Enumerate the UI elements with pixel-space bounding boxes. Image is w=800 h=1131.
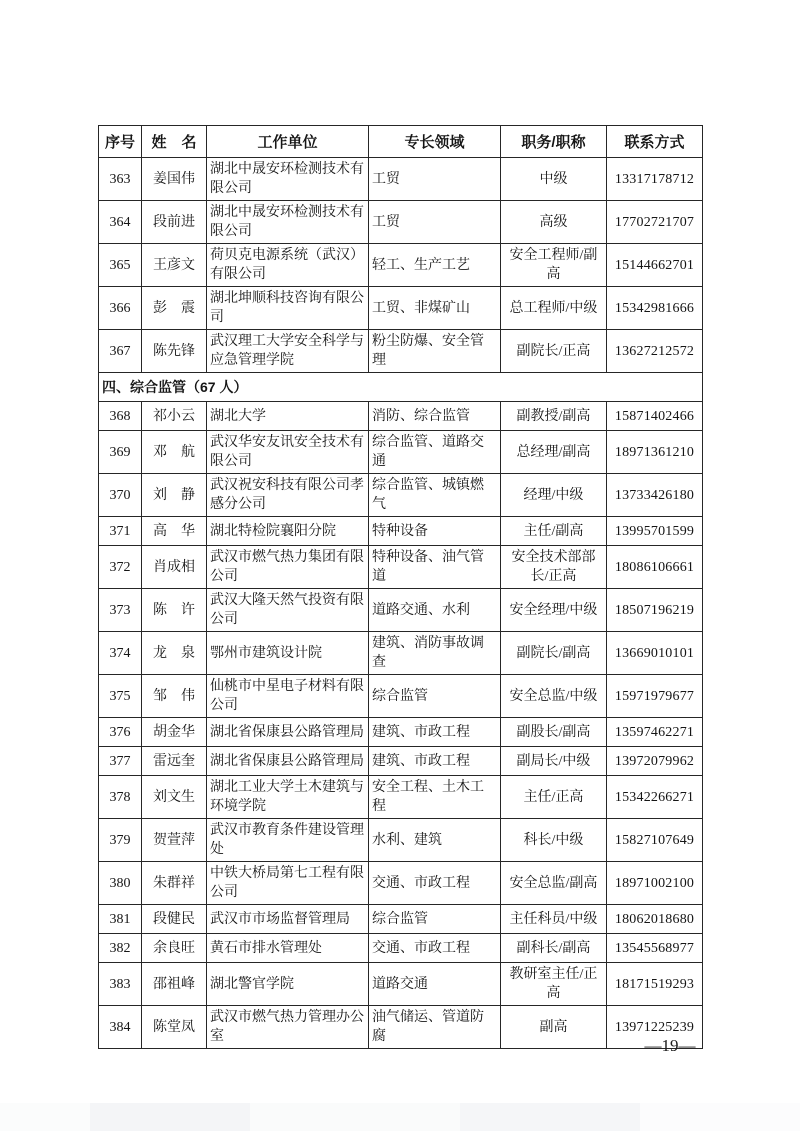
table-row [99,934,703,963]
cell-phone: 18971002100 [607,862,703,905]
cell-unit: 湖北省保康县公路管理局 [207,718,369,747]
cell-unit: 湖北坤顺科技咨询有限公司 [207,287,369,330]
cell-name: 刘 静 [142,474,207,517]
table-row [99,589,703,632]
cell-title: 副院长/副高 [501,632,607,675]
cell-no: 380 [99,862,142,905]
experts-table [98,125,703,1049]
cell-title: 安全技术部部长/正高 [501,546,607,589]
cell-no: 368 [99,402,142,431]
scan-artifact-block [250,1103,460,1131]
table-row [99,402,703,431]
table-row [99,201,703,244]
cell-name: 龙 泉 [142,632,207,675]
table-row [99,819,703,862]
cell-unit: 武汉祝安科技有限公司孝感分公司 [207,474,369,517]
cell-unit: 武汉市燃气热力集团有限公司 [207,546,369,589]
cell-title: 经理/中级 [501,474,607,517]
cell-unit: 武汉理工大学安全科学与应急管理学院 [207,330,369,373]
cell-no: 369 [99,431,142,474]
scan-artifact-block [90,1103,250,1131]
column-header-phone: 联系方式 [607,126,703,158]
cell-no: 375 [99,675,142,718]
table-row [99,862,703,905]
cell-name: 彭 震 [142,287,207,330]
cell-unit: 湖北工业大学土木建筑与环境学院 [207,776,369,819]
cell-name: 胡金华 [142,718,207,747]
table-row [99,546,703,589]
cell-phone: 13627212572 [607,330,703,373]
column-header-title: 职务/职称 [501,126,607,158]
cell-name: 陈先锋 [142,330,207,373]
cell-name: 段前进 [142,201,207,244]
cell-no: 379 [99,819,142,862]
cell-field: 水利、建筑 [369,819,501,862]
cell-name: 刘文生 [142,776,207,819]
section-row [99,373,703,402]
cell-unit: 湖北警官学院 [207,963,369,1006]
cell-no: 363 [99,158,142,201]
cell-unit: 湖北省保康县公路管理局 [207,747,369,776]
column-header-unit: 工作单位 [207,126,369,158]
cell-title: 高级 [501,201,607,244]
cell-field: 特种设备、油气管道 [369,546,501,589]
cell-title: 副教授/副高 [501,402,607,431]
cell-unit: 荷贝克电源系统（武汉）有限公司 [207,244,369,287]
cell-phone: 18971361210 [607,431,703,474]
cell-unit: 武汉市教育条件建设管理处 [207,819,369,862]
cell-name: 邓 航 [142,431,207,474]
cell-field: 交通、市政工程 [369,862,501,905]
cell-no: 384 [99,1006,142,1049]
cell-title: 安全经理/中级 [501,589,607,632]
cell-no: 383 [99,963,142,1006]
cell-field: 综合监管、城镇燃气 [369,474,501,517]
table-row [99,287,703,330]
cell-unit: 武汉大隆天然气投资有限公司 [207,589,369,632]
cell-no: 364 [99,201,142,244]
cell-name: 雷远奎 [142,747,207,776]
cell-field: 工贸 [369,201,501,244]
cell-title: 主任科员/中级 [501,905,607,934]
table-row [99,776,703,819]
cell-title: 副科长/副高 [501,934,607,963]
cell-phone: 18171519293 [607,963,703,1006]
cell-phone: 13317178712 [607,158,703,201]
cell-phone: 17702721707 [607,201,703,244]
scan-artifact-block [640,1103,800,1131]
table-row [99,474,703,517]
section-title: 四、综合监管（67 人） [99,373,703,402]
cell-title: 副股长/副高 [501,718,607,747]
cell-phone: 13733426180 [607,474,703,517]
cell-field: 建筑、市政工程 [369,718,501,747]
table-row [99,158,703,201]
cell-phone: 13995701599 [607,517,703,546]
cell-name: 邵祖峰 [142,963,207,1006]
table-row [99,431,703,474]
cell-phone: 18507196219 [607,589,703,632]
cell-name: 王彦文 [142,244,207,287]
cell-field: 粉尘防爆、安全管理 [369,330,501,373]
cell-phone: 15342266271 [607,776,703,819]
cell-unit: 武汉市燃气热力管理办公室 [207,1006,369,1049]
cell-phone: 15144662701 [607,244,703,287]
cell-unit: 武汉华安友讯安全技术有限公司 [207,431,369,474]
cell-field: 综合监管 [369,905,501,934]
cell-name: 余良旺 [142,934,207,963]
cell-name: 邹 伟 [142,675,207,718]
cell-title: 科长/中级 [501,819,607,862]
cell-no: 378 [99,776,142,819]
cell-name: 高 华 [142,517,207,546]
cell-title: 副高 [501,1006,607,1049]
cell-field: 消防、综合监管 [369,402,501,431]
cell-no: 373 [99,589,142,632]
cell-field: 交通、市政工程 [369,934,501,963]
scan-artifact-block [0,1103,90,1131]
cell-name: 肖成相 [142,546,207,589]
cell-phone: 15971979677 [607,675,703,718]
cell-no: 372 [99,546,142,589]
cell-no: 382 [99,934,142,963]
cell-phone: 13971225239 [607,1006,703,1049]
cell-title: 安全工程师/副高 [501,244,607,287]
cell-phone: 13669010101 [607,632,703,675]
table-row [99,718,703,747]
column-header-name: 姓 名 [142,126,207,158]
cell-field: 安全工程、土木工程 [369,776,501,819]
table-row [99,632,703,675]
scan-artifact-band [0,1103,800,1131]
table-row [99,747,703,776]
cell-name: 姜国伟 [142,158,207,201]
cell-unit: 鄂州市建筑设计院 [207,632,369,675]
cell-name: 贺萱萍 [142,819,207,862]
cell-unit: 黄石市排水管理处 [207,934,369,963]
cell-no: 381 [99,905,142,934]
table-row [99,244,703,287]
cell-phone: 13597462271 [607,718,703,747]
cell-phone: 13972079962 [607,747,703,776]
cell-phone: 13545568977 [607,934,703,963]
scan-artifact-block [460,1103,640,1131]
page-number: —19— [644,1036,696,1055]
cell-no: 367 [99,330,142,373]
cell-title: 副院长/正高 [501,330,607,373]
cell-unit: 中铁大桥局第七工程有限公司 [207,862,369,905]
cell-name: 朱群祥 [142,862,207,905]
cell-phone: 18062018680 [607,905,703,934]
cell-field: 油气储运、管道防腐 [369,1006,501,1049]
cell-field: 轻工、生产工艺 [369,244,501,287]
cell-title: 总经理/副高 [501,431,607,474]
cell-phone: 15827107649 [607,819,703,862]
cell-title: 主任/副高 [501,517,607,546]
cell-name: 祁小云 [142,402,207,431]
cell-phone: 18086106661 [607,546,703,589]
cell-title: 总工程师/中级 [501,287,607,330]
cell-field: 建筑、消防事故调查 [369,632,501,675]
cell-field: 工贸、非煤矿山 [369,287,501,330]
cell-title: 安全总监/副高 [501,862,607,905]
table-row [99,963,703,1006]
cell-unit: 湖北大学 [207,402,369,431]
cell-field: 综合监管、道路交通 [369,431,501,474]
cell-title: 安全总监/中级 [501,675,607,718]
cell-unit: 湖北中晟安环检测技术有限公司 [207,201,369,244]
cell-no: 371 [99,517,142,546]
cell-field: 综合监管 [369,675,501,718]
column-header-no: 序号 [99,126,142,158]
cell-no: 377 [99,747,142,776]
cell-title: 副局长/中级 [501,747,607,776]
cell-field: 道路交通 [369,963,501,1006]
table-row [99,517,703,546]
cell-field: 建筑、市政工程 [369,747,501,776]
cell-unit: 湖北中晟安环检测技术有限公司 [207,158,369,201]
cell-phone: 15342981666 [607,287,703,330]
cell-name: 段健民 [142,905,207,934]
cell-title: 主任/正高 [501,776,607,819]
cell-unit: 湖北特检院襄阳分院 [207,517,369,546]
cell-field: 特种设备 [369,517,501,546]
table-header-row [99,126,703,158]
cell-title: 教研室主任/正高 [501,963,607,1006]
cell-title: 中级 [501,158,607,201]
cell-unit: 武汉市市场监督管理局 [207,905,369,934]
cell-phone: 15871402466 [607,402,703,431]
cell-no: 366 [99,287,142,330]
cell-unit: 仙桃市中星电子材料有限公司 [207,675,369,718]
table-body [99,158,703,1049]
column-header-field: 专长领域 [369,126,501,158]
table-row [99,1006,703,1049]
cell-no: 374 [99,632,142,675]
cell-name: 陈 许 [142,589,207,632]
table-row [99,905,703,934]
table-row [99,330,703,373]
cell-no: 376 [99,718,142,747]
cell-no: 365 [99,244,142,287]
cell-name: 陈堂凤 [142,1006,207,1049]
cell-field: 工贸 [369,158,501,201]
table-row [99,675,703,718]
cell-field: 道路交通、水利 [369,589,501,632]
cell-no: 370 [99,474,142,517]
